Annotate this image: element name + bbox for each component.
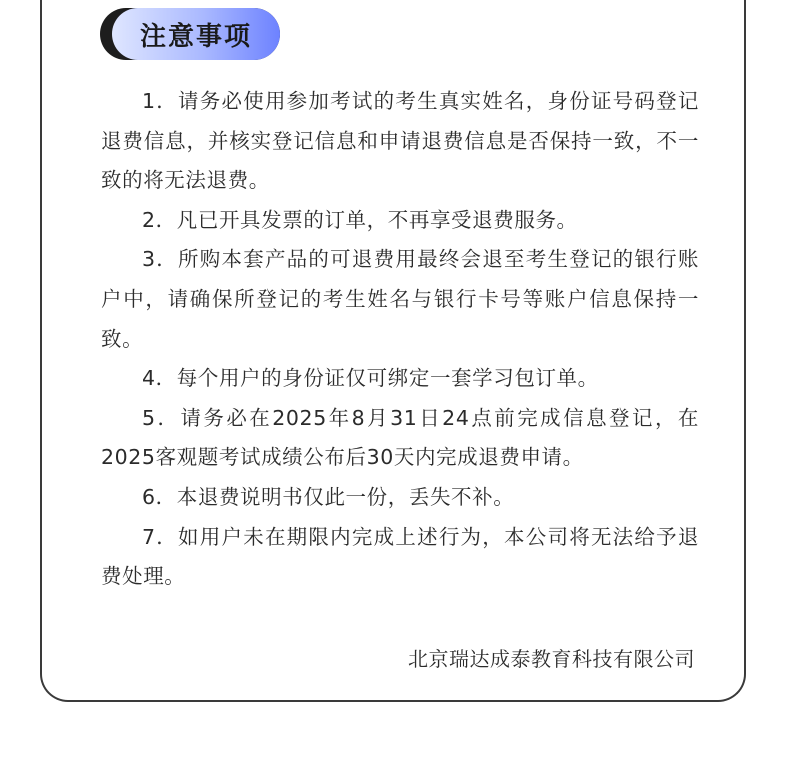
note-item-1: 1．请务必使用参加考试的考生真实姓名，身份证号码登记退费信息，并核实登记信息和申请退费信息是否保持一致，不一致的将无法退费。 [101,89,699,193]
note-item-4: 4．每个用户的身份证仅可绑定一套学习包订单。 [142,366,599,391]
company-name: 北京瑞达成泰教育科技有限公司 [408,647,695,671]
note-item-2: 2．凡已开具发票的订单，不再享受退费服务。 [142,207,578,232]
note-item-6: 6．本退费说明书仅此一份，丢失不补。 [142,484,515,509]
note-item-3: 3．所购本套产品的可退费用最终会退至考生登记的银行账户中，请确保所登记的考生姓名与银行卡号等账户信息保持一致。 [101,247,699,351]
note-item-7: 7．如用户未在期限内完成上述行为，本公司将无法给予退费处理。 [101,524,699,589]
section-title: 注意事项 [139,21,252,52]
notes-list [101,82,699,597]
note-item-5: 5．请务必在2025年8月31日24点前完成信息登记，在2025客观题考试成绩公布后30天内完成退费申请。 [101,405,699,470]
section-badge-inner [112,8,280,60]
section-badge [100,8,280,60]
